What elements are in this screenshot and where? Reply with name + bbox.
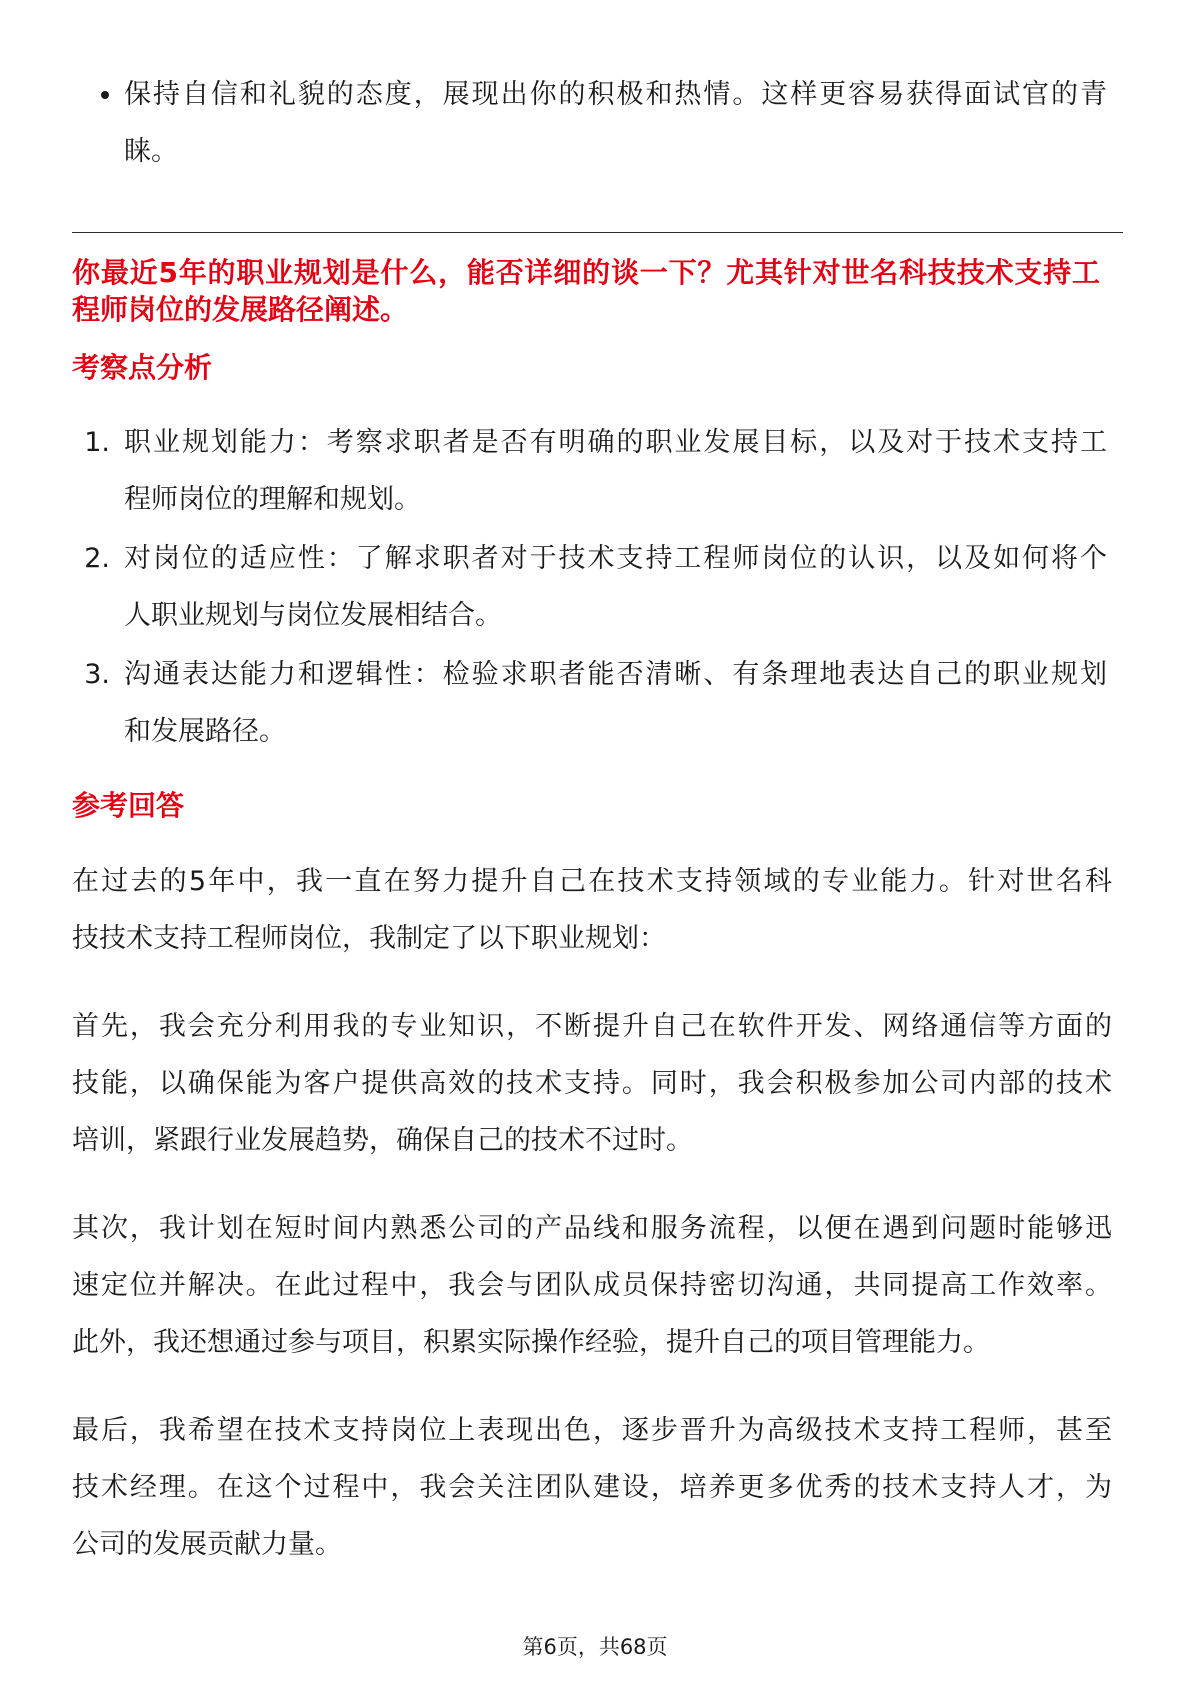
paragraph-line: 技技术支持工程师岗位，我制定了以下职业规划： (72, 923, 666, 954)
list-item-number: 1. (84, 427, 110, 458)
answer-heading-text: 参考回答 (72, 789, 185, 822)
answer-heading (72, 787, 672, 824)
answer-paragraph (72, 1402, 1112, 1573)
list-item-line: 沟通表达能力和逻辑性：检验求职者能否清晰、有条理地表达自己的职业规划 (124, 659, 1107, 690)
bullet-item (124, 66, 1107, 180)
paragraph-line: 此外，我还想通过参与项目，积累实际操作经验，提升自己的项目管理能力。 (72, 1327, 990, 1358)
paragraph-line: 公司的发展贡献力量。 (72, 1529, 342, 1560)
bullet-line: 睐。 (124, 136, 178, 167)
answer-paragraph (72, 998, 1112, 1169)
paragraph-line: 其次，我计划在短时间内熟悉公司的产品线和服务流程，以便在遇到问题时能够迅 (72, 1213, 1112, 1244)
section-divider (72, 232, 1123, 233)
question-line: 你最近5年的职业规划是什么，能否详细的谈一下？尤其针对世名科技技术支持工 (72, 256, 1100, 289)
paragraph-line: 技术经理。在这个过程中，我会关注团队建设，培养更多优秀的技术支持人才，为 (72, 1472, 1112, 1503)
paragraph-line: 最后，我希望在技术支持岗位上表现出色，逐步晋升为高级技术支持工程师，甚至 (72, 1415, 1112, 1446)
analysis-list (72, 414, 1107, 762)
bullet-line: 保持自信和礼貌的态度，展现出你的积极和热情。这样更容易获得面试官的青 (124, 79, 1107, 110)
list-item (72, 646, 1107, 760)
paragraph-line: 技能，以确保能为客户提供高效的技术支持。同时，我会积极参加公司内部的技术 (72, 1068, 1112, 1099)
list-item-number: 3. (84, 659, 110, 690)
answer-body (72, 853, 1112, 1604)
list-item-line: 人职业规划与岗位发展相结合。 (124, 600, 502, 631)
list-item-line: 和发展路径。 (124, 716, 286, 747)
paragraph-line: 首先，我会充分利用我的专业知识，不断提升自己在软件开发、网络通信等方面的 (72, 1011, 1112, 1042)
list-item (72, 414, 1107, 528)
list-item-line: 职业规划能力：考察求职者是否有明确的职业发展目标，以及对于技术支持工 (124, 427, 1107, 458)
analysis-heading (72, 349, 672, 386)
bullet-marker (101, 91, 109, 99)
answer-paragraph (72, 853, 1112, 967)
list-item-number: 2. (84, 543, 110, 574)
paragraph-line: 培训，紧跟行业发展趋势，确保自己的技术不过时。 (72, 1125, 693, 1156)
list-item (72, 530, 1107, 644)
analysis-heading-text: 考察点分析 (72, 351, 213, 384)
paragraph-line: 速定位并解决。在此过程中，我会与团队成员保持密切沟通，共同提高工作效率。 (72, 1270, 1112, 1301)
answer-paragraph (72, 1200, 1112, 1371)
page-number: 第6页，共68页 (522, 1635, 668, 1659)
question-line: 程师岗位的发展路径阐述。 (72, 293, 409, 326)
paragraph-line: 在过去的5年中，我一直在努力提升自己在技术支持领域的专业能力。针对世名科 (72, 866, 1112, 897)
list-item-line: 程师岗位的理解和规划。 (124, 484, 421, 515)
interview-question (72, 254, 1100, 328)
list-item-line: 对岗位的适应性：了解求职者对于技术支持工程师岗位的认识，以及如何将个 (124, 543, 1107, 574)
